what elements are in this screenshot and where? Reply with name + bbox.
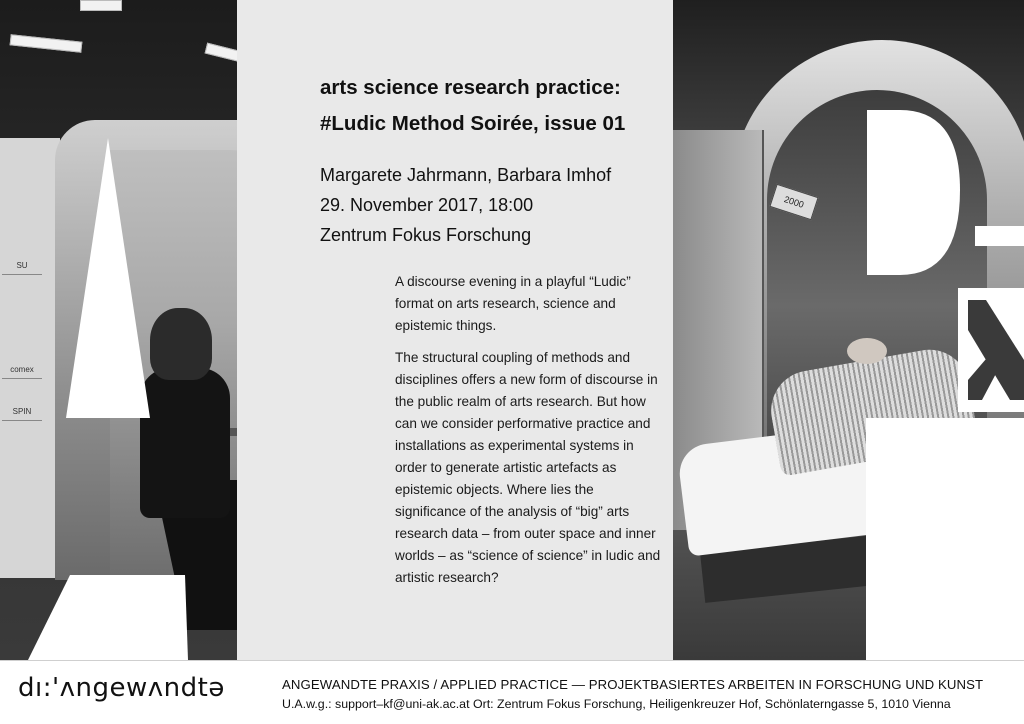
event-meta xyxy=(320,160,611,250)
footer-program-line: ANGEWANDTE PRAXIS / APPLIED PRACTICE — PROJEKTBASIERTES ARBEITEN IN FORSCHUNG UND KUNST xyxy=(282,677,984,692)
letter-a-spike xyxy=(66,138,150,418)
description-paragraph-1: A discourse evening in a playful “Ludic” format on arts research, science and epistemic things. xyxy=(395,274,631,333)
event-description xyxy=(395,271,665,599)
title-line-1: arts science research practice: xyxy=(320,76,621,99)
letter-dash xyxy=(975,226,1024,246)
event-datetime: 29. November 2017, 18:00 xyxy=(320,195,534,215)
logo-su: SU xyxy=(2,258,42,275)
speakers: Margarete Jahrmann, Barbara Imhof xyxy=(320,165,612,185)
event-title xyxy=(320,70,670,142)
title-line-2: #Ludic Method Soirée, issue 01 xyxy=(320,112,626,135)
footer-rsvp-location: U.A.w.g.: support–kf@uni-ak.ac.at Ort: Zentrum Fokus Forschung, Heiligenkreuzer Hof, Schönlaterngasse 5, 1010 Vienna xyxy=(282,697,951,711)
footer xyxy=(0,660,1024,724)
logo-comex: comex xyxy=(2,362,42,379)
letter-d xyxy=(867,110,960,275)
letter-lower-block xyxy=(866,418,1024,660)
angewandte-logo: dı:'ʌngewʌndtə xyxy=(18,673,225,703)
logo-spin: SPIN xyxy=(2,404,42,421)
event-venue: Zentrum Fokus Forschung xyxy=(320,225,532,245)
description-paragraph-2: The structural coupling of methods and disciplines offers a new form of discourse in the public realm of arts research. But how can we consider performative practice and installations as experimental systems in order to generate artistic artefacts as epistemic objects. Where lies the significance of the analysis of “big” arts research data – from outer space and inner worlds – as “science of science” in ludic and artistic research? xyxy=(395,350,661,585)
capsule-sign: 2000 xyxy=(769,184,818,220)
letter-a-foot xyxy=(28,575,188,660)
